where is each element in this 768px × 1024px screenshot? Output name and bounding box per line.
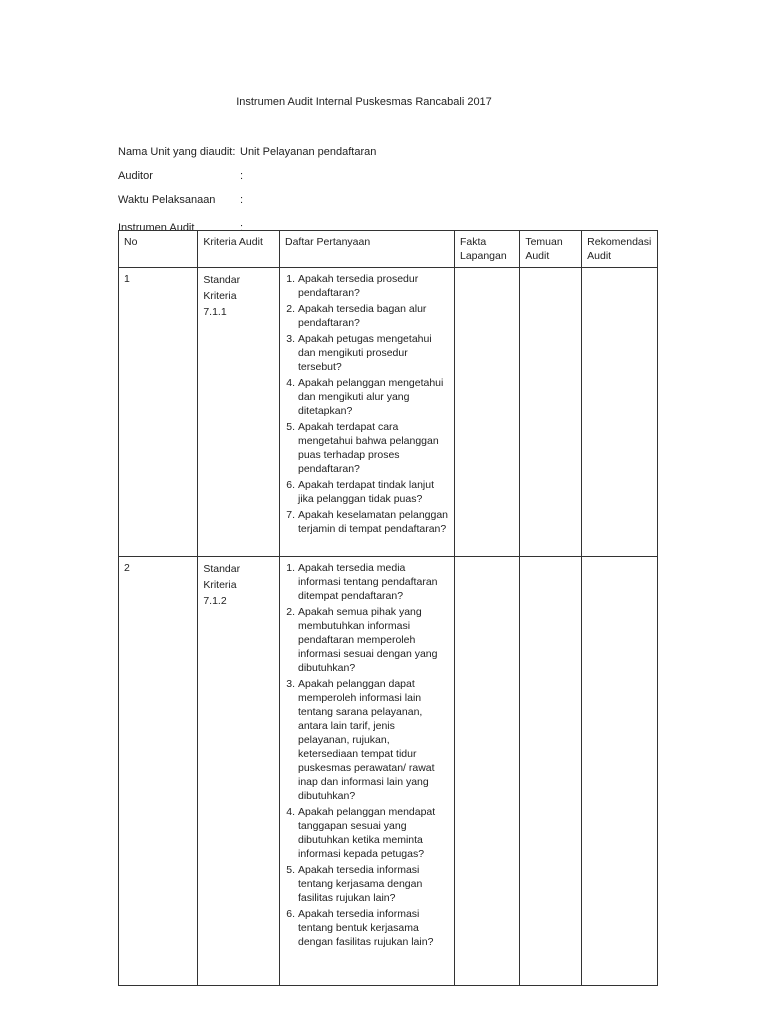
row-rekomendasi-cell <box>582 557 658 986</box>
question-item: 2. Apakah tersedia bagan alur pendaftaran? <box>298 302 449 330</box>
row-no: 1 <box>119 268 198 557</box>
row-fakta-cell <box>454 268 519 557</box>
row-temuan-cell <box>520 268 582 557</box>
table-row <box>119 268 658 557</box>
kriteria-line: Standar <box>203 563 241 575</box>
question-item: 4. Apakah pelanggan mengetahui dan mengikuti alur yang ditetapkan? <box>298 376 449 418</box>
meta-unit <box>118 146 376 158</box>
question-item: 6. Apakah terdapat tindak lanjut jika pelanggan tidak puas? <box>298 478 449 506</box>
question-item: 7. Apakah keselamatan pelanggan terjamin di tempat pendaftaran? <box>298 508 449 536</box>
kriteria-line: 7.1.2 <box>203 595 227 607</box>
header-temuan: Temuan Audit <box>520 231 582 268</box>
row-kriteria <box>198 268 280 557</box>
kriteria-line: Kriteria <box>203 290 237 302</box>
kriteria-line: Kriteria <box>203 579 237 591</box>
meta-instrumen-label: Instrumen Audit <box>118 222 195 234</box>
question-item: 4. Apakah pelanggan mendapat tanggapan sesuai yang dibutuhkan ketika meminta informasi kepada petugas? <box>298 805 449 861</box>
audit-table <box>118 230 658 986</box>
meta-auditor <box>118 170 243 182</box>
row-questions <box>279 557 454 986</box>
header-kriteria: Kriteria Audit <box>198 231 280 268</box>
row-rekomendasi-cell <box>582 268 658 557</box>
question-item: 2. Apakah semua pihak yang membutuhkan informasi pendaftaran memperoleh informasi sesuai dengan yang dibutuhkan? <box>298 605 449 675</box>
row-fakta-cell <box>454 557 519 986</box>
question-list <box>285 561 449 949</box>
meta-waktu-label: Waktu Pelaksanaan <box>118 194 216 206</box>
table-row <box>119 557 658 986</box>
question-item: 1. Apakah tersedia prosedur pendaftaran? <box>298 272 449 300</box>
row-kriteria <box>198 557 280 986</box>
page-title: Instrumen Audit Internal Puskesmas Rancabali 2017 <box>236 96 492 108</box>
meta-unit-label: Nama Unit yang diaudit: <box>118 146 236 158</box>
meta-instrumen-value: : <box>240 222 244 234</box>
meta-unit-value: Unit Pelayanan pendaftaran <box>240 146 377 158</box>
table-header-row <box>119 231 658 268</box>
header-rekomendasi: Rekomendasi Audit <box>582 231 658 268</box>
question-item: 6. Apakah tersedia informasi tentang bentuk kerjasama dengan fasilitas rujukan lain? <box>298 907 449 949</box>
meta-waktu-value: : <box>240 194 244 206</box>
question-item: 5. Apakah terdapat cara mengetahui bahwa pelanggan puas terhadap proses pendaftaran? <box>298 420 449 476</box>
meta-auditor-label: Auditor <box>118 170 153 182</box>
header-no: No <box>119 231 198 268</box>
question-item: 3. Apakah pelanggan dapat memperoleh informasi lain tentang sarana pelayanan, antara lain tarif, jenis pelayanan, rujukan, ketersediaan tempat tidur puskesmas perawatan/ rawat inap dan informasi lain yang dibutuhkan? <box>298 677 449 803</box>
kriteria-line: Standar <box>203 274 241 286</box>
question-item: 3. Apakah petugas mengetahui dan mengikuti prosedur tersebut? <box>298 332 449 374</box>
row-no: 2 <box>119 557 198 986</box>
row-temuan-cell <box>520 557 582 986</box>
question-item: 1. Apakah tersedia media informasi tentang pendaftaran ditempat pendaftaran? <box>298 561 449 603</box>
meta-auditor-value: : <box>240 170 244 182</box>
meta-waktu <box>118 194 243 206</box>
question-item: 5. Apakah tersedia informasi tentang kerjasama dengan fasilitas rujukan lain? <box>298 863 449 905</box>
header-daftar: Daftar Pertanyaan <box>279 231 454 268</box>
question-list <box>285 272 449 536</box>
kriteria-line: 7.1.1 <box>203 306 227 318</box>
header-fakta: Fakta Lapangan <box>454 231 519 268</box>
row-questions <box>279 268 454 557</box>
